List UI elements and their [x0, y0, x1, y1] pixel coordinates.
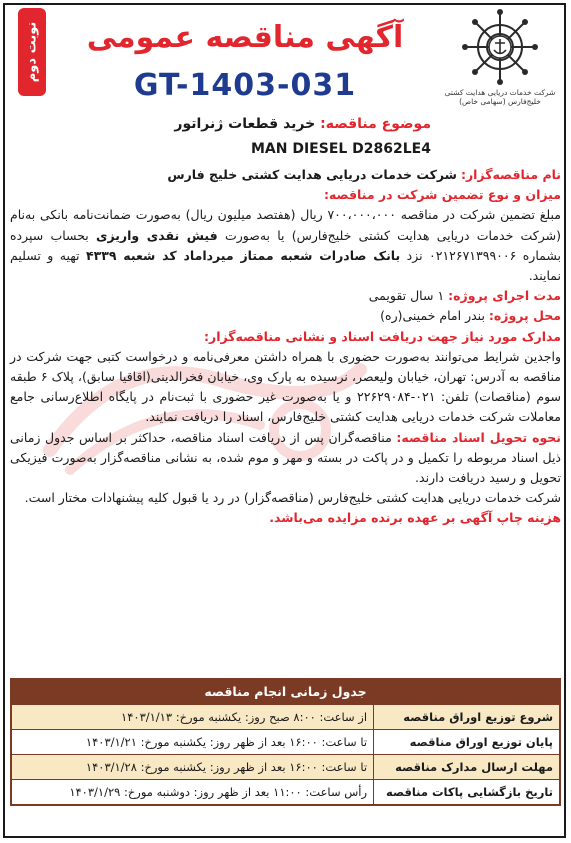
guarantee-paragraph: مبلغ تضمین شرکت در مناقصه ۷۰۰،۰۰۰،۰۰۰ ریال (هفتصد میلیون ریال) به‌صورت ضمانت‌نامه بانکی به‌نام (شرکت خدمات دریایی هدایت کشتی خلیج‌فارس) یا به‌صورت فیش نقدی واریزی بحساب سپرده بشماره ۰۲۱۲۶۷۱۳۹۹۰۰۶ نزد بانک صادرات شعبه ممتاز میرداماد کد شعبه ۴۳۳۹ تهیه و تسلیم نمایند.	[10, 207, 561, 284]
location-label: محل پروژه:	[488, 308, 561, 324]
schedule-title: جدول زمانی انجام مناقصه	[12, 680, 559, 704]
logo-caption: شرکت خدمات دریایی هدایت کشتی خلیج‌فارس (سهامی خاص)	[444, 88, 556, 106]
notice-title: آگهی مناقصه عمومی	[86, 20, 404, 55]
engine-model: MAN DIESEL D2862LE4	[250, 141, 431, 157]
delivery-label: نحوه تحویل اسناد مناقصه:	[396, 429, 561, 445]
duration-line	[10, 286, 561, 306]
ship-wheel-icon	[461, 8, 539, 86]
table-row	[12, 729, 559, 754]
rights-paragraph: شرکت خدمات دریایی هدایت کشتی خلیج‌فارس (مناقصه‌گزار) در رد یا قبول کلیه پیشنهادات مختار است.	[24, 490, 561, 506]
cash-receipt-text: فیش نقدی واریزی	[96, 227, 218, 243]
guarantee-heading: میزان و نوع تضمین شرکت در مناقصه:	[323, 187, 561, 203]
company-logo	[441, 8, 559, 106]
documents-paragraph: واجدین شرایط می‌توانند به‌صورت حضوری با همراه داشتن معرفی‌نامه و درخواست کتبی جهت شرکت در مناقصه به آدرس: تهران، خیابان ولیعصر، نرسیده به پارک وی، خیابان فخرالدینی(اقاقیا سابق)، پلاک ۶ طبقه سوم (مناقصات) تلفن: ۰۲۱-۲۲۶۲۹۰۸۴ و یا به‌صورت غیر حضوری با ثبت‌نام در پایگاه اطلاع‌رسانی جامع معاملات شرکت خدمات دریایی هدایت کشتی خلیج‌فارس، اسناد را دریافت نمایند.	[10, 348, 562, 425]
subject-label: موضوع مناقصه:	[320, 116, 431, 132]
duration-value: ۱ سال تقویمی	[368, 288, 445, 304]
cost-note: هزینه چاپ آگهی بر عهده برنده مزایده می‌باشد.	[269, 510, 561, 526]
badge-label: نوبت دوم	[24, 21, 40, 83]
tenderer-value: شرکت خدمات دریایی هدایت کشتی خلیج فارس	[167, 167, 457, 182]
table-row	[12, 779, 559, 804]
schedule-event: مهلت ارسال مدارک مناقصه	[373, 755, 559, 779]
location-value: بندر امام خمینی(ره)	[380, 308, 485, 324]
schedule-table	[10, 678, 561, 806]
second-round-badge	[18, 8, 46, 96]
bank-branch-text: بانک صادرات شعبه ممتاز میرداماد کد شعبه ۴۳۳۹	[85, 247, 401, 263]
tender-subject	[174, 116, 431, 132]
schedule-detail: رأس ساعت: ۱۱:۰۰ بعد از ظهر روز: دوشنبه مورخ: ۱۴۰۳/۱/۲۹	[69, 785, 368, 799]
table-row	[12, 704, 559, 729]
table-row	[12, 754, 559, 779]
tenderer-label: نام مناقصه‌گزار:	[460, 167, 561, 182]
duration-label: مدت اجرای پروژه:	[448, 288, 561, 304]
delivery-paragraph: نحوه تحویل اسناد مناقصه: مناقصه‌گران پس از دریافت اسناد مناقصه، حداکثر بر اساس جدول زمانی ذیل اسناد مربوطه را تکمیل و در پاکت در بسته و مهر و موم شده، به نشانی مناقصه‌گزار به‌صورت فیزیکی تحویل و رسید دریافت دارند.	[10, 429, 561, 486]
schedule-detail: تا ساعت: ۱۶:۰۰ بعد از ظهر روز: یکشنبه مورخ: ۱۴۰۳/۱/۲۱	[85, 735, 368, 749]
subject-value: خرید قطعات ژنراتور	[174, 116, 316, 132]
schedule-detail: تا ساعت: ۱۶:۰۰ بعد از ظهر روز: یکشنبه مورخ: ۱۴۰۳/۱/۲۸	[85, 760, 368, 774]
schedule-event: تاریخ بازگشایی پاکات مناقصه	[373, 780, 559, 804]
location-line	[10, 306, 561, 326]
tender-reference: GT-1403-031	[133, 68, 357, 103]
tenderer-line	[10, 165, 561, 185]
documents-heading: مدارک مورد نیاز جهت دریافت اسناد و نشانی مناقصه‌گزار:	[204, 328, 561, 344]
schedule-detail: از ساعت: ۸:۰۰ صبح روز: یکشنبه مورخ: ۱۴۰۳/۱/۱۳	[121, 710, 368, 724]
schedule-event: پایان توزیع اوراق مناقصه	[373, 730, 559, 754]
schedule-event: شروع توزیع اوراق مناقصه	[373, 705, 559, 729]
notice-body	[10, 165, 561, 529]
